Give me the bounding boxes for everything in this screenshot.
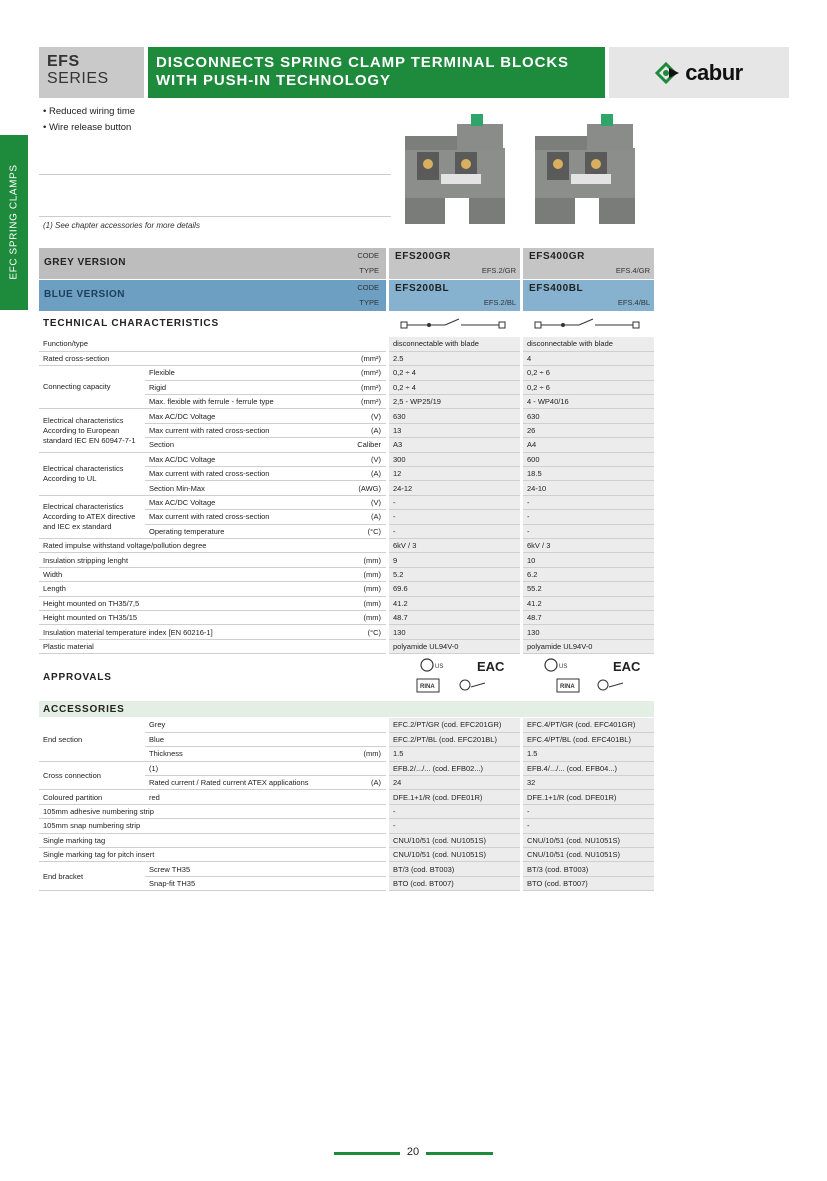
product-code: EFS200BL	[395, 283, 450, 294]
sub-label: Grey	[145, 718, 386, 732]
grey-version-row	[39, 248, 386, 279]
value-cell: 6.2	[523, 567, 654, 581]
product-code-cell	[389, 280, 520, 311]
table-row	[39, 582, 654, 596]
value-cell: 600	[523, 452, 654, 466]
sub-label: Flexible	[145, 366, 309, 380]
sub-label: Snap-fit TH35	[145, 876, 386, 890]
group-label: End bracket	[39, 862, 145, 891]
unit-cell: (mm²)	[309, 351, 386, 365]
value-cell: 300	[389, 452, 520, 466]
sub-label: Section	[145, 438, 309, 452]
row-label: Single marking tag	[39, 833, 386, 847]
sub-label: Thickness	[145, 747, 309, 761]
value-cell: 55.2	[523, 582, 654, 596]
ul-mark-icon	[545, 659, 557, 671]
sub-label: Max current with rated cross-section	[145, 510, 309, 524]
table-row	[39, 625, 654, 639]
title-line-1: DISCONNECTS SPRING CLAMP TERMINAL BLOCKS	[156, 54, 569, 71]
value-cell: BT/3 (cod. BT003)	[523, 862, 654, 876]
disconnect-symbol-icon	[523, 317, 654, 333]
feature-item: • Wire release button	[43, 122, 132, 133]
table-row	[39, 718, 654, 732]
tech-section-title: TECHNICAL CHARACTERISTICS	[43, 318, 219, 329]
sub-label: Max AC/DC Voltage	[145, 409, 309, 423]
value-cell: 0,2 ÷ 4	[389, 366, 520, 380]
value-cell: CNU/10/51 (cod. NU1051S)	[523, 848, 654, 862]
sub-label: Max. flexible with ferrule - ferrule type	[145, 395, 309, 409]
page-title	[148, 47, 605, 98]
unit-cell: (mm)	[309, 596, 386, 610]
value-cell: -	[523, 495, 654, 509]
table-row	[39, 610, 654, 624]
table-row	[39, 409, 654, 423]
ul-us-label: US	[559, 664, 568, 670]
row-label: Insulation stripping lenght	[39, 553, 309, 567]
row-label: Rated impulse withstand voltage/pollution degree	[39, 538, 386, 552]
table-row	[39, 596, 654, 610]
unit-cell: (AWG)	[309, 481, 386, 495]
chapter-tab-label: EFC SPRING CLAMPS	[8, 164, 20, 280]
value-cell: 69.6	[389, 582, 520, 596]
value-cell: disconnectable with blade	[389, 337, 520, 351]
row-label: Coloured partition	[39, 790, 145, 804]
sub-label: Max current with rated cross-section	[145, 467, 309, 481]
approval-marks	[523, 655, 654, 699]
product-image-efs400	[527, 108, 645, 230]
sub-label: Rigid	[145, 380, 309, 394]
product-code-cell	[523, 248, 654, 279]
value-cell: 26	[523, 423, 654, 437]
value-cell: -	[389, 819, 520, 833]
accessories-title: ACCESSORIES	[43, 704, 125, 715]
group-label: Electrical characteristics According to ATEX directive and IEC ex standard	[39, 495, 145, 538]
ul-mark-icon	[421, 659, 433, 671]
value-cell: BTO (cod. BT007)	[389, 876, 520, 890]
footnote: (1) See chapter accessories for more details	[43, 221, 200, 230]
page-rule-right	[426, 1152, 493, 1155]
value-cell: -	[389, 510, 520, 524]
row-label: 105mm adhesive numbering strip	[39, 804, 386, 818]
table-row	[39, 337, 654, 351]
table-row	[39, 819, 654, 833]
logo-mark-icon	[655, 62, 681, 84]
table-row	[39, 790, 654, 804]
unit-cell: (mm)	[309, 582, 386, 596]
page-number: 20	[406, 1146, 420, 1158]
table-row	[39, 848, 654, 862]
unit-cell: (V)	[309, 495, 386, 509]
row-label: Length	[39, 582, 309, 596]
value-cell: 2,5 - WP25/19	[389, 395, 520, 409]
table-row	[39, 495, 654, 509]
value-cell: EFC.4/PT/GR (cod. EFC401GR)	[523, 718, 654, 732]
logo-text: cabur	[685, 59, 743, 85]
series-word: SERIES	[47, 70, 109, 87]
unit-cell: (mm)	[309, 567, 386, 581]
value-cell: DFE.1+1/R (cod. DFE01R)	[523, 790, 654, 804]
table-row	[39, 567, 654, 581]
value-cell: 0,2 ÷ 6	[523, 366, 654, 380]
value-cell: -	[389, 495, 520, 509]
row-label: Height mounted on TH35/7,5	[39, 596, 309, 610]
value-cell: 24-10	[523, 481, 654, 495]
approvals-title: APPROVALS	[43, 672, 112, 683]
value-cell: 4	[523, 351, 654, 365]
value-cell: -	[523, 524, 654, 538]
row-label: Width	[39, 567, 309, 581]
value-cell: A3	[389, 438, 520, 452]
product-code-cell	[523, 280, 654, 311]
value-cell: 24-12	[389, 481, 520, 495]
type-label: TYPE	[359, 298, 379, 307]
unit-cell: (mm²)	[309, 380, 386, 394]
value-cell: -	[523, 510, 654, 524]
table-row	[39, 553, 654, 567]
value-cell: EFB.2/.../... (cod. EFB02...)	[389, 761, 520, 775]
row-label: Insulation material temperature index [EN 60216-1]	[39, 625, 309, 639]
unit-cell: (mm)	[309, 747, 386, 761]
value-cell: EFB.4/.../... (cod. EFB04...)	[523, 761, 654, 775]
value-cell: 130	[389, 625, 520, 639]
code-label: CODE	[357, 283, 379, 292]
eac-mark-icon: EAC	[613, 659, 641, 674]
value-cell: 630	[389, 409, 520, 423]
value-cell: CNU/10/51 (cod. NU1051S)	[389, 848, 520, 862]
group-label: End section	[39, 718, 145, 761]
value-cell: EFC.4/PT/BL (cod. EFC401BL)	[523, 732, 654, 746]
value-cell: DFE.1+1/R (cod. DFE01R)	[389, 790, 520, 804]
product-code: EFS400GR	[529, 251, 585, 262]
value-cell: CNU/10/51 (cod. NU1051S)	[389, 833, 520, 847]
value-cell: 9	[389, 553, 520, 567]
value-cell: 6kV / 3	[389, 538, 520, 552]
grey-version-label: GREY VERSION	[44, 257, 126, 268]
product-code-cell	[389, 248, 520, 279]
sub-label: Operating temperature	[145, 524, 309, 538]
unit-cell: (V)	[309, 452, 386, 466]
divider	[39, 174, 391, 175]
value-cell: 1.5	[523, 747, 654, 761]
row-label: Height mounted on TH35/15	[39, 610, 309, 624]
table-row	[39, 862, 654, 876]
unit-cell: (A)	[309, 776, 386, 790]
row-label: 105mm snap numbering strip	[39, 819, 386, 833]
blue-version-row	[39, 280, 386, 311]
table-row	[39, 538, 654, 552]
sub-label: Max AC/DC Voltage	[145, 495, 309, 509]
rina-mark-label: RINA	[560, 684, 575, 690]
product-type: EFS.2/GR	[481, 266, 516, 275]
value-cell: -	[389, 804, 520, 818]
title-line-2: WITH PUSH-IN TECHNOLOGY	[156, 72, 391, 89]
value-cell: EFC.2/PT/BL (cod. EFC201BL)	[389, 732, 520, 746]
value-cell: 13	[389, 423, 520, 437]
sub-label: red	[145, 790, 386, 804]
value-cell: A4	[523, 438, 654, 452]
group-label: Electrical characteristics According to UL	[39, 452, 145, 495]
sub-label: Max current with rated cross-section	[145, 423, 309, 437]
sub-label: Max AC/DC Voltage	[145, 452, 309, 466]
brand-logo	[609, 47, 789, 98]
eac-mark-icon: EAC	[477, 659, 505, 674]
accessories-table	[39, 718, 654, 891]
code-label: CODE	[357, 251, 379, 260]
value-cell: 6kV / 3	[523, 538, 654, 552]
value-cell: 1.5	[389, 747, 520, 761]
blue-version-label: BLUE VERSION	[44, 289, 126, 300]
product-type: EFS.2/BL	[483, 298, 516, 307]
page-rule-left	[334, 1152, 400, 1155]
unit-cell: (mm)	[309, 610, 386, 624]
table-row	[39, 761, 654, 775]
table-row	[39, 366, 654, 380]
product-type: EFS.4/GR	[615, 266, 650, 275]
value-cell: 630	[523, 409, 654, 423]
globe-mark-icon	[598, 680, 608, 690]
table-row	[39, 351, 654, 365]
rina-mark-label: RINA	[420, 684, 435, 690]
unit-cell: (A)	[309, 510, 386, 524]
sub-label: (1)	[145, 761, 386, 775]
product-code: EFS400BL	[529, 283, 584, 294]
table-row	[39, 452, 654, 466]
value-cell: 18.5	[523, 467, 654, 481]
value-cell: 2.5	[389, 351, 520, 365]
value-cell: 24	[389, 776, 520, 790]
unit-cell: (A)	[309, 423, 386, 437]
value-cell: 0,2 ÷ 4	[389, 380, 520, 394]
product-type: EFS.4/BL	[617, 298, 650, 307]
feature-list	[43, 104, 135, 136]
value-cell: EFC.2/PT/GR (cod. EFC201GR)	[389, 718, 520, 732]
value-cell: -	[389, 524, 520, 538]
group-label: Electrical characteristics According to European standard IEC EN 60947-7-1	[39, 409, 145, 452]
table-row	[39, 833, 654, 847]
tech-table	[39, 337, 654, 654]
value-cell: 12	[389, 467, 520, 481]
sub-label: Blue	[145, 732, 386, 746]
disconnect-symbol-icon	[389, 317, 520, 333]
table-row	[39, 639, 654, 653]
unit-cell: (mm²)	[309, 366, 386, 380]
group-label: Connecting capacity	[39, 366, 145, 409]
unit-cell: (V)	[309, 409, 386, 423]
value-cell: 4 - WP40/16	[523, 395, 654, 409]
value-cell: -	[523, 804, 654, 818]
sub-label: Rated current / Rated current ATEX applications	[145, 776, 309, 790]
value-cell: disconnectable with blade	[523, 337, 654, 351]
unit-cell: (mm)	[309, 553, 386, 567]
globe-mark-icon	[460, 680, 470, 690]
value-cell: BT/3 (cod. BT003)	[389, 862, 520, 876]
row-label: Plastic material	[39, 639, 386, 653]
sub-label: Section Min-Max	[145, 481, 309, 495]
type-label: TYPE	[359, 266, 379, 275]
approval-marks	[389, 655, 520, 699]
row-label: Function/type	[39, 337, 386, 351]
series-box	[39, 47, 144, 98]
unit-cell: (A)	[309, 467, 386, 481]
ul-us-label: US	[435, 664, 444, 670]
value-cell: 5.2	[389, 567, 520, 581]
row-label: Rated cross-section	[39, 351, 309, 365]
value-cell: polyamide UL94V-0	[523, 639, 654, 653]
value-cell: 10	[523, 553, 654, 567]
value-cell: 41.2	[523, 596, 654, 610]
product-image-efs200	[397, 108, 515, 230]
value-cell: 0,2 ÷ 6	[523, 380, 654, 394]
value-cell: BTO (cod. BT007)	[523, 876, 654, 890]
value-cell: 41.2	[389, 596, 520, 610]
value-cell: polyamide UL94V-0	[389, 639, 520, 653]
value-cell: -	[523, 819, 654, 833]
series-code: EFS	[47, 53, 80, 70]
value-cell: 48.7	[389, 610, 520, 624]
feature-item: • Reduced wiring time	[43, 106, 136, 117]
row-label: Single marking tag for pitch insert	[39, 848, 386, 862]
value-cell: 32	[523, 776, 654, 790]
unit-cell: (°C)	[309, 625, 386, 639]
unit-cell: (°C)	[309, 524, 386, 538]
value-cell: CNU/10/51 (cod. NU1051S)	[523, 833, 654, 847]
unit-cell: (mm²)	[309, 395, 386, 409]
product-code: EFS200GR	[395, 251, 451, 262]
value-cell: 48.7	[523, 610, 654, 624]
value-cell: 130	[523, 625, 654, 639]
unit-cell: Caliber	[309, 438, 386, 452]
table-row	[39, 804, 654, 818]
accessories-band	[39, 701, 654, 717]
sub-label: Screw TH35	[145, 862, 386, 876]
group-label: Cross connection	[39, 761, 145, 790]
divider	[39, 216, 391, 217]
